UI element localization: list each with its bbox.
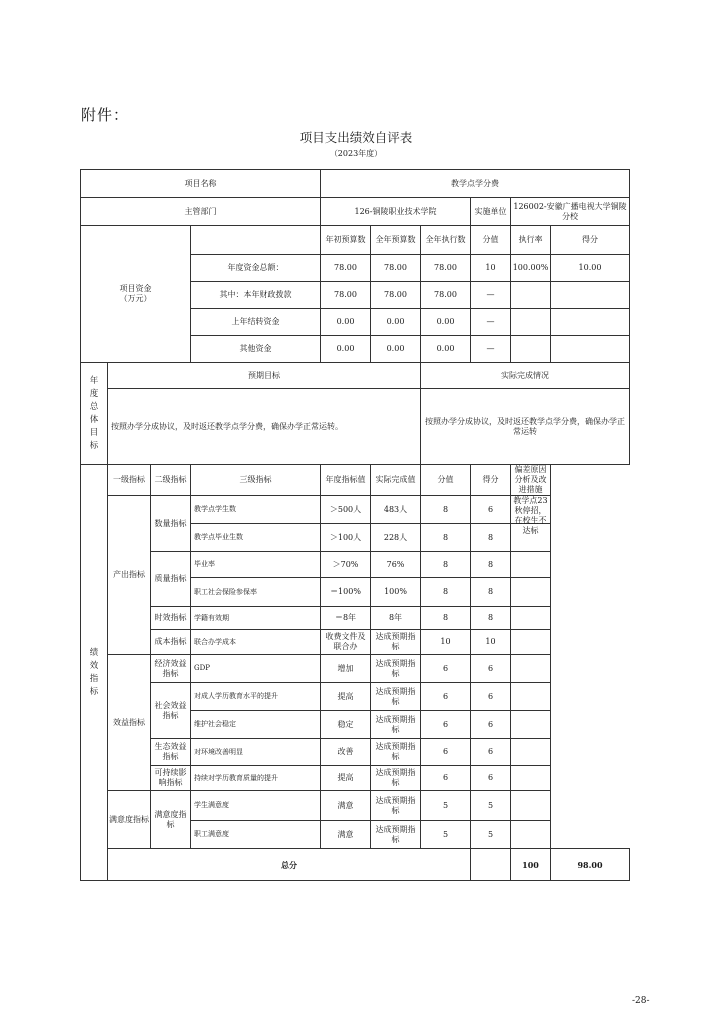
funds-cell bbox=[511, 309, 551, 336]
perf-header: 实际完成值 bbox=[371, 465, 421, 496]
score-value: 5 bbox=[421, 791, 471, 821]
perf-header: 偏差原因分析及改进措施 bbox=[511, 465, 551, 496]
actual-value: 达成预期指标 bbox=[371, 683, 421, 711]
funds-cell: 0.00 bbox=[371, 309, 421, 336]
got-value: 6 bbox=[471, 496, 511, 524]
perf-row bbox=[81, 607, 630, 630]
level3-indicator: 学生满意度 bbox=[191, 791, 321, 821]
funds-cell: 78.00 bbox=[321, 255, 371, 282]
level3-indicator: 持续对学历教育质量的提升 bbox=[191, 766, 321, 791]
level2-quality: 质量指标 bbox=[151, 552, 191, 607]
impl-label: 实施单位 bbox=[471, 198, 511, 226]
actual-value: 228人 bbox=[371, 524, 421, 552]
actual-value: 100% bbox=[371, 578, 421, 607]
actual-goal-text: 按照办学分成协议，及时返还教学点学分费，确保办学正常运转 bbox=[421, 389, 630, 465]
funds-cell: — bbox=[471, 309, 511, 336]
total-score: 100 bbox=[511, 849, 551, 881]
funds-row-name: 年度资金总额： bbox=[191, 255, 321, 282]
deviation-note bbox=[511, 791, 551, 821]
deviation-note bbox=[511, 739, 551, 766]
got-value: 8 bbox=[471, 524, 511, 552]
deviation-note bbox=[511, 496, 551, 535]
got-value: 6 bbox=[471, 683, 511, 711]
funds-label: 项目资金 （万元） bbox=[81, 226, 191, 363]
expected-goal-text: 按照办学分成协议，及时返还教学点学分费，确保办学正常运转。 bbox=[108, 389, 421, 465]
target-value: ＞500人 bbox=[321, 496, 371, 524]
got-value: 8 bbox=[471, 552, 511, 578]
target-value: ＝100% bbox=[321, 578, 371, 607]
funds-cell: 0.00 bbox=[321, 309, 371, 336]
level3-indicator: 对环境改善明显 bbox=[191, 739, 321, 766]
funds-cell: 0.00 bbox=[371, 336, 421, 363]
got-value: 8 bbox=[471, 578, 511, 607]
funds-row-name: 上年结转资金 bbox=[191, 309, 321, 336]
target-value: 满意 bbox=[321, 821, 371, 849]
funds-cell: — bbox=[471, 336, 511, 363]
level3-indicator: GDP bbox=[191, 655, 321, 683]
funds-cell: 78.00 bbox=[371, 255, 421, 282]
level2-social: 社会效益指标 bbox=[151, 683, 191, 739]
evaluation-table bbox=[80, 169, 630, 881]
level1-satisfaction: 满意度指标 bbox=[108, 791, 151, 849]
got-value: 6 bbox=[471, 711, 511, 739]
perf-header: 二级指标 bbox=[151, 465, 191, 496]
dept-label: 主管部门 bbox=[81, 198, 321, 226]
goals-label-cell bbox=[81, 363, 108, 465]
page-number: -28- bbox=[632, 996, 650, 1006]
target-value: ＞100人 bbox=[321, 524, 371, 552]
expected-goal-label: 预期目标 bbox=[108, 363, 421, 389]
target-value: ＝8年 bbox=[321, 607, 371, 630]
deviation-note bbox=[511, 607, 551, 630]
year-subtitle: （2023年度） bbox=[329, 149, 383, 158]
perf-header: 三级指标 bbox=[191, 465, 321, 496]
total-row bbox=[81, 849, 630, 881]
level3-indicator: 毕业率 bbox=[191, 552, 321, 578]
goals-label: 年度总体目标 bbox=[89, 375, 99, 451]
level3-indicator: 学籍有效期 bbox=[191, 607, 321, 630]
got-value: 6 bbox=[471, 655, 511, 683]
level3-indicator: 联合办学成本 bbox=[191, 630, 321, 655]
funds-header-row bbox=[81, 226, 630, 255]
got-value: 5 bbox=[471, 791, 511, 821]
perf-header: 一级指标 bbox=[108, 465, 151, 496]
score-value: 6 bbox=[421, 739, 471, 766]
funds-header: 全年预算数 bbox=[371, 226, 421, 255]
target-value: 稳定 bbox=[321, 711, 371, 739]
funds-row-name: 其他资金 bbox=[191, 336, 321, 363]
funds-cell: 78.00 bbox=[421, 255, 471, 282]
goals-text-row bbox=[81, 389, 630, 465]
funds-header: 执行率 bbox=[511, 226, 551, 255]
funds-cell bbox=[551, 336, 630, 363]
funds-cell: 0.00 bbox=[321, 336, 371, 363]
deviation-note bbox=[511, 683, 551, 711]
got-value: 6 bbox=[471, 739, 511, 766]
deviation-note bbox=[511, 821, 551, 849]
level1-output: 产出指标 bbox=[108, 496, 151, 655]
score-value: 6 bbox=[421, 683, 471, 711]
target-value-text: 收费文件及联合办 bbox=[325, 631, 366, 651]
perf-header-row bbox=[81, 465, 630, 496]
deviation-note bbox=[511, 630, 551, 655]
score-value: 8 bbox=[421, 524, 471, 552]
actual-value: 达成预期指标 bbox=[371, 655, 421, 683]
actual-value: 达成预期指标 bbox=[371, 766, 421, 791]
got-value: 6 bbox=[471, 766, 511, 791]
funds-cell: 10.00 bbox=[551, 255, 630, 282]
level3-indicator: 教学点学生数 bbox=[191, 496, 321, 524]
target-value: 满意 bbox=[321, 791, 371, 821]
funds-header: 全年执行数 bbox=[421, 226, 471, 255]
funds-cell bbox=[511, 336, 551, 363]
level2-quantity: 数量指标 bbox=[151, 496, 191, 552]
funds-cell: 0.00 bbox=[421, 309, 471, 336]
deviation-note-text: 教学点23秋停招，在校生不达标 bbox=[513, 496, 548, 535]
actual-value: 达成预期指标 bbox=[371, 739, 421, 766]
level2-cost: 成本指标 bbox=[151, 630, 191, 655]
funds-header: 得分 bbox=[551, 226, 630, 255]
perf-header: 得分 bbox=[471, 465, 511, 496]
score-value: 6 bbox=[421, 655, 471, 683]
target-value: 提高 bbox=[321, 683, 371, 711]
score-value: 8 bbox=[421, 552, 471, 578]
funds-row-name: 其中：本年财政拨款 bbox=[191, 282, 321, 309]
target-value: 增加 bbox=[321, 655, 371, 683]
level2-economic: 经济效益指标 bbox=[151, 655, 191, 683]
perf-header: 分值 bbox=[421, 465, 471, 496]
funds-cell bbox=[551, 309, 630, 336]
dept-value: 126-铜陵职业技术学院 bbox=[321, 198, 471, 226]
funds-cell: 10 bbox=[471, 255, 511, 282]
funds-header: 年初预算数 bbox=[321, 226, 371, 255]
funds-cell: 100.00% bbox=[511, 255, 551, 282]
target-value: ＞70% bbox=[321, 552, 371, 578]
funds-header-blank bbox=[191, 226, 321, 255]
level3-indicator: 职工社会保险参保率 bbox=[191, 578, 321, 607]
actual-value: 达成预期指标 bbox=[371, 711, 421, 739]
actual-value: 达成预期指标 bbox=[371, 791, 421, 821]
funds-cell: 78.00 bbox=[421, 282, 471, 309]
funds-cell bbox=[511, 282, 551, 309]
funds-cell: — bbox=[471, 282, 511, 309]
deviation-note bbox=[511, 552, 551, 578]
actual-value: 达成预期指标 bbox=[371, 821, 421, 849]
perf-label: 绩效指标 bbox=[89, 647, 99, 697]
deviation-note bbox=[511, 766, 551, 791]
got-value: 10 bbox=[471, 630, 511, 655]
perf-row bbox=[81, 552, 630, 578]
perf-row bbox=[81, 791, 630, 821]
level2-timeliness: 时效指标 bbox=[151, 607, 191, 630]
funds-cell bbox=[551, 282, 630, 309]
score-value: 8 bbox=[421, 578, 471, 607]
got-value: 5 bbox=[471, 821, 511, 849]
actual-value: 76% bbox=[371, 552, 421, 578]
project-name-row bbox=[81, 170, 630, 198]
level2-sustainable: 可持续影响指标 bbox=[151, 766, 191, 791]
score-value: 8 bbox=[421, 496, 471, 524]
total-label: 总分 bbox=[108, 849, 471, 881]
level3-indicator: 维护社会稳定 bbox=[191, 711, 321, 739]
level1-benefit: 效益指标 bbox=[108, 655, 151, 791]
funds-cell: 0.00 bbox=[421, 336, 471, 363]
target-value bbox=[321, 630, 371, 655]
actual-value: 8年 bbox=[371, 607, 421, 630]
page-title: 项目支出绩效自评表 bbox=[299, 130, 413, 145]
project-name-label: 项目名称 bbox=[81, 170, 321, 198]
perf-row bbox=[81, 739, 630, 766]
deviation-note bbox=[511, 711, 551, 739]
perf-label-cell bbox=[81, 465, 108, 881]
score-value: 6 bbox=[421, 711, 471, 739]
actual-value: 达成预期指标 bbox=[371, 630, 421, 655]
attachment-label: 附件： bbox=[81, 106, 130, 124]
actual-goal-label: 实际完成情况 bbox=[421, 363, 630, 389]
score-value: 6 bbox=[421, 766, 471, 791]
target-value: 提高 bbox=[321, 766, 371, 791]
score-value: 5 bbox=[421, 821, 471, 849]
target-value: 改善 bbox=[321, 739, 371, 766]
total-got: 98.00 bbox=[551, 849, 630, 881]
level3-indicator: 对成人学历教育水平的提升 bbox=[191, 683, 321, 711]
funds-cell: 78.00 bbox=[321, 282, 371, 309]
got-value: 8 bbox=[471, 607, 511, 630]
perf-row bbox=[81, 683, 630, 711]
level2-satisfaction: 满意度指标 bbox=[151, 791, 191, 849]
score-value: 10 bbox=[421, 630, 471, 655]
perf-row bbox=[81, 630, 630, 655]
level2-ecological: 生态效益指标 bbox=[151, 739, 191, 766]
perf-row bbox=[81, 766, 630, 791]
funds-cell: 78.00 bbox=[371, 282, 421, 309]
project-name-value: 教学点学分费 bbox=[321, 170, 630, 198]
deviation-note bbox=[511, 578, 551, 607]
perf-header: 年度指标值 bbox=[321, 465, 371, 496]
actual-value: 483人 bbox=[371, 496, 421, 524]
perf-row bbox=[81, 496, 630, 524]
total-blank bbox=[471, 849, 511, 881]
deviation-note bbox=[511, 655, 551, 683]
perf-row bbox=[81, 655, 630, 683]
funds-header: 分值 bbox=[471, 226, 511, 255]
impl-value: 126002-安徽广播电视大学铜陵分校 bbox=[511, 198, 630, 226]
level3-indicator: 职工满意度 bbox=[191, 821, 321, 849]
department-row bbox=[81, 198, 630, 226]
score-value: 8 bbox=[421, 607, 471, 630]
goals-header-row bbox=[81, 363, 630, 389]
level3-indicator: 教学点毕业生数 bbox=[191, 524, 321, 552]
